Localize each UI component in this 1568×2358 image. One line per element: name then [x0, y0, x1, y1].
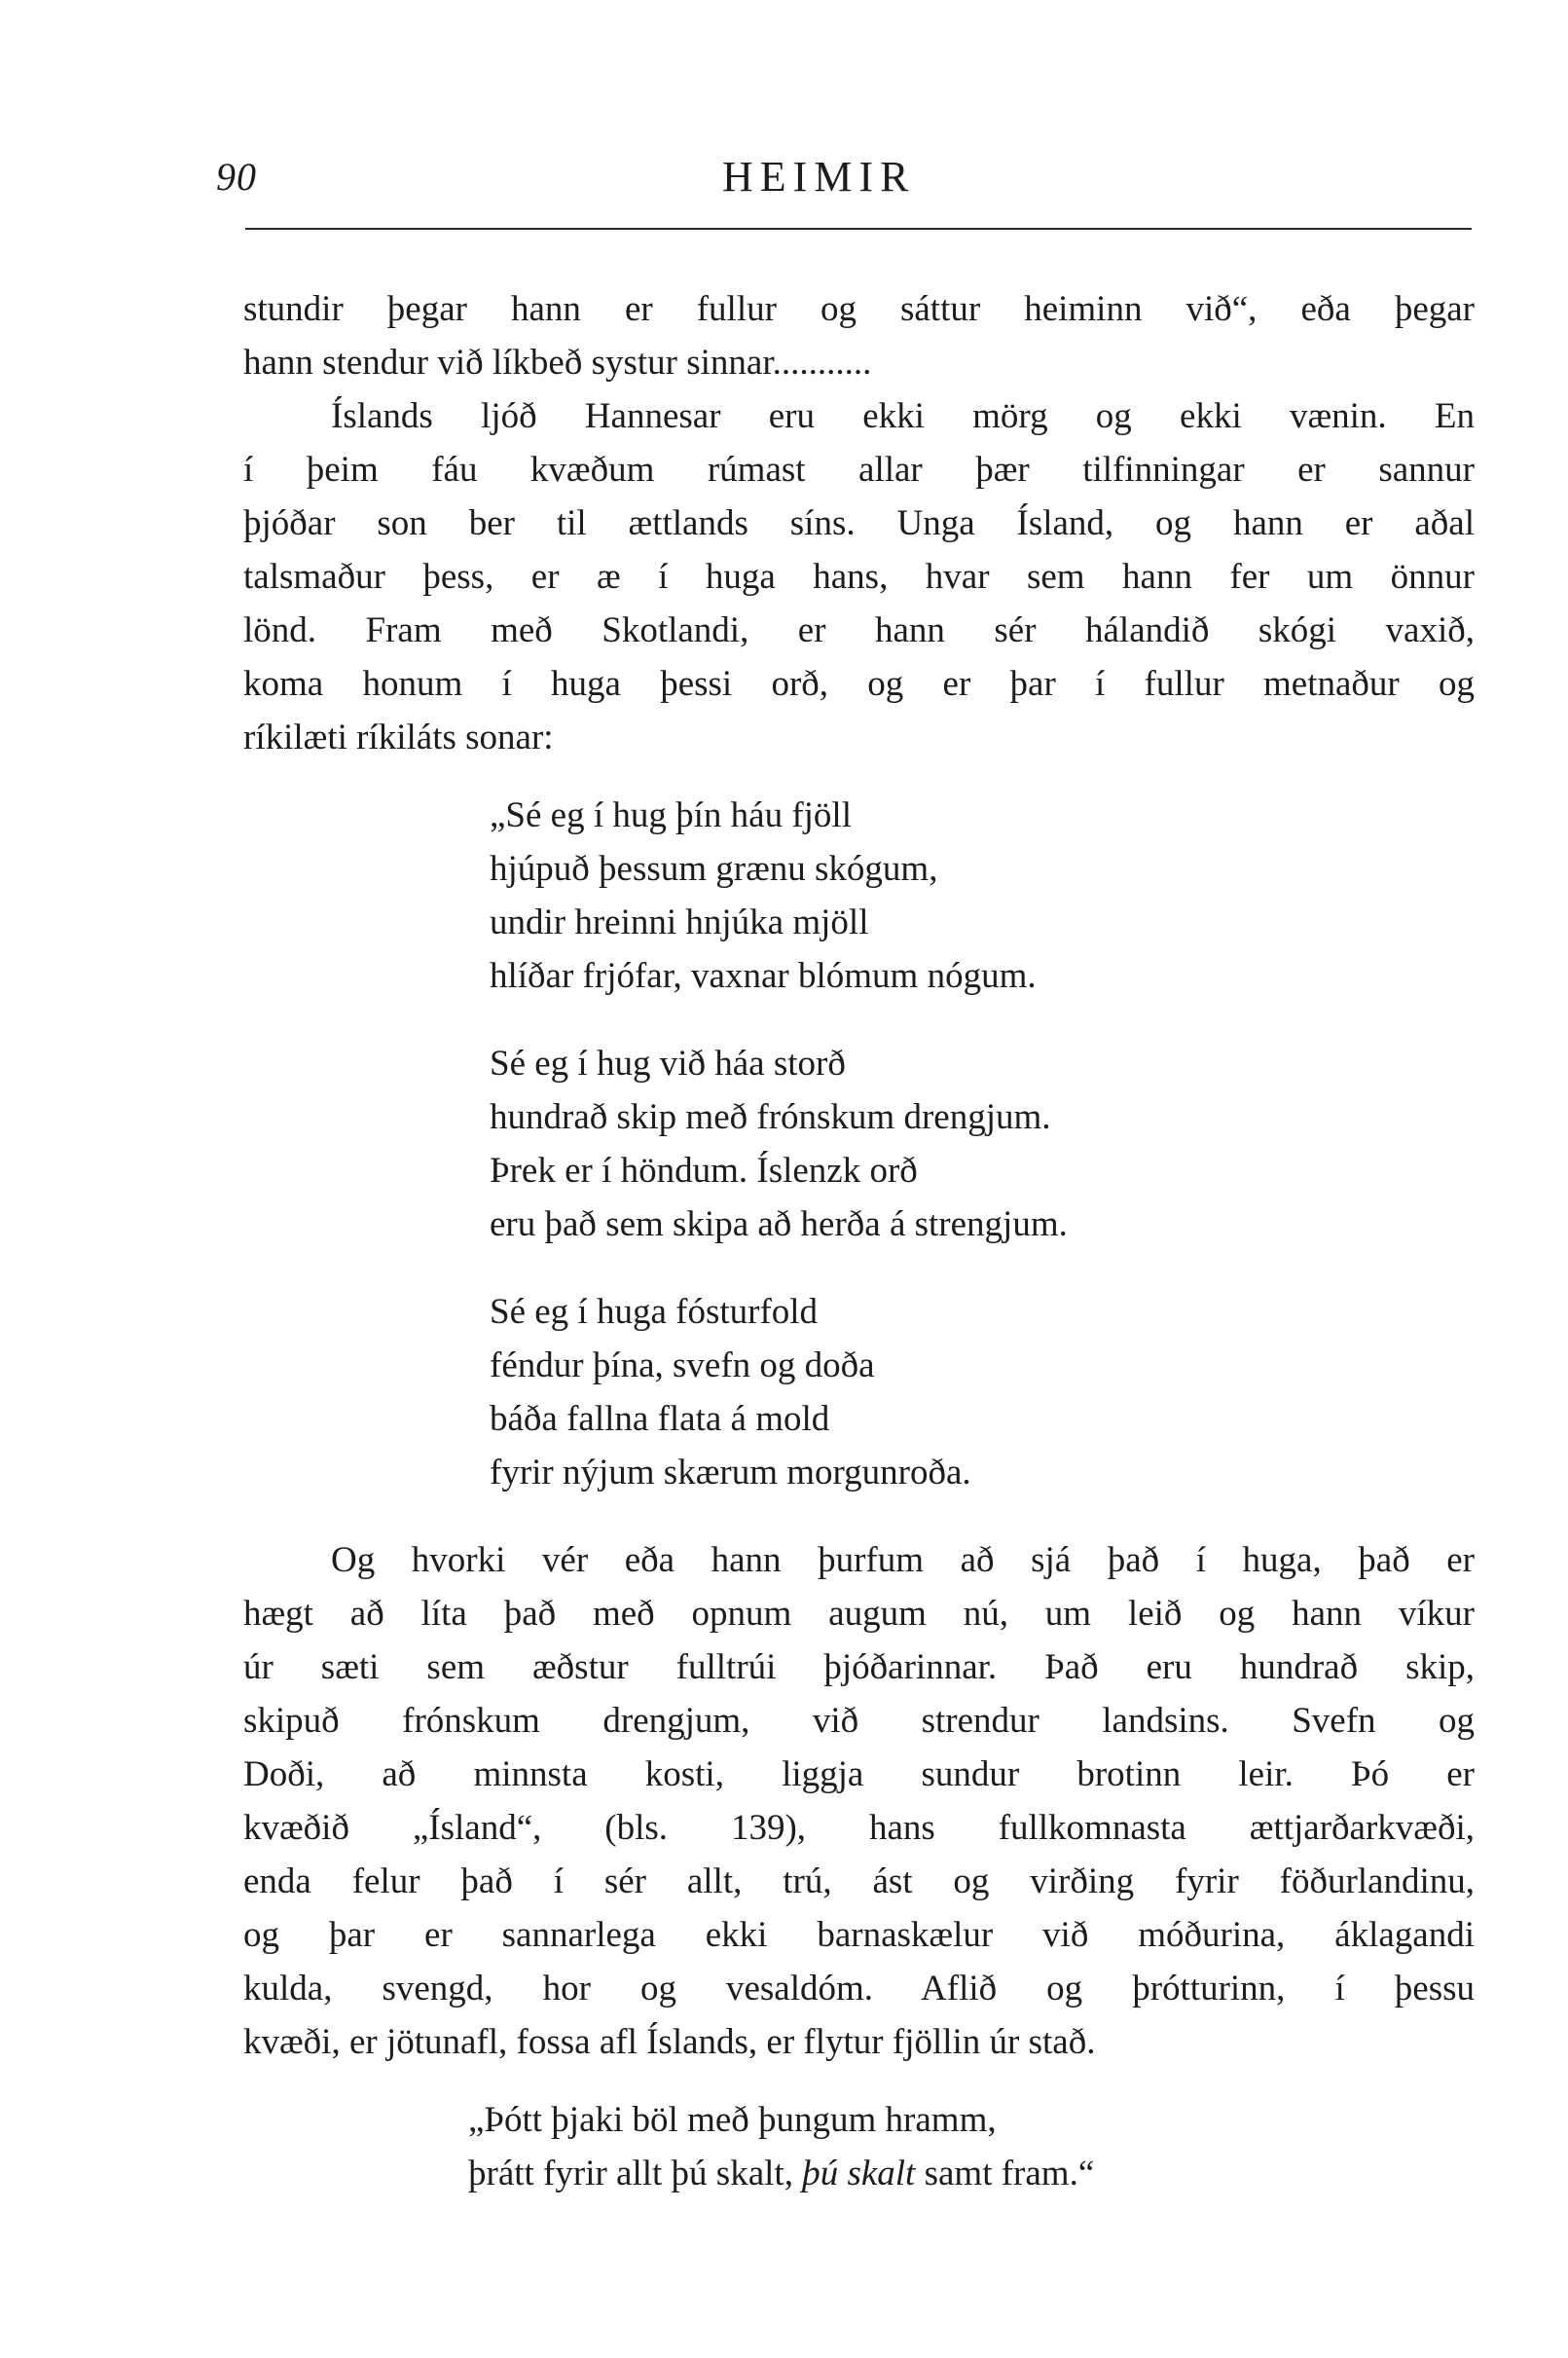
text-line: talsmaður þess, er æ í huga hans, hvar sem hann fer um önnur	[243, 557, 1475, 597]
verse-line: báða fallna flata á mold	[490, 1399, 830, 1439]
verse-line: hundrað skip með frónskum drengjum.	[490, 1097, 1051, 1137]
verse-line: „Sé eg í hug þín háu fjöll	[490, 795, 852, 835]
text-line: hann stendur við líkbeð systur sinnar...........	[243, 343, 872, 383]
verse-line	[468, 2149, 1094, 2199]
text-line: kvæði, er jötunafl, fossa afl Íslands, er flytur fjöllin úr stað.	[243, 2022, 1096, 2062]
text-line: kulda, svengd, hor og vesaldóm. Aflið og þrótturinn, í þessu	[243, 1969, 1475, 2008]
verse-line: fyrir nýjum skærum morgunroða.	[490, 1453, 971, 1492]
text-line: þjóðar son ber til ættlands síns. Unga Ísland, og hann er aðal	[243, 503, 1475, 543]
text-line: ríkilæti ríkiláts sonar:	[243, 718, 554, 757]
verse-line: hjúpuð þessum grænu skógum,	[490, 849, 938, 889]
text-line: Og hvorki vér eða hann þurfum að sjá það í huga, það er	[331, 1540, 1475, 1580]
verse-line: Sé eg í huga fósturfold	[490, 1292, 819, 1332]
text-line: skipuð frónskum drengjum, við strendur landsins. Svefn og	[243, 1701, 1475, 1741]
verse-line: eru það sem skipa að herða á strengjum.	[490, 1204, 1068, 1244]
verse-text: samt fram.“	[915, 2154, 1095, 2193]
verse-line: féndur þína, svefn og doða	[490, 1345, 875, 1385]
text-line: úr sæti sem æðstur fulltrúi þjóðarinnar. Það eru hundrað skip,	[243, 1647, 1475, 1687]
emphasized-text: þú skalt	[802, 2154, 916, 2193]
page-number: 90	[216, 155, 257, 199]
text-line: lönd. Fram með Skotlandi, er hann sér hálandið skógi vaxið,	[243, 610, 1475, 650]
verse-line: Sé eg í hug við háa storð	[490, 1044, 846, 1084]
text-line: Doði, að minnsta kosti, liggja sundur brotinn leir. Þó er	[243, 1754, 1475, 1794]
text-line: enda felur það í sér allt, trú, ást og virðing fyrir föðurlandinu,	[243, 1861, 1475, 1901]
text-line: kvæðið „Ísland“, (bls. 139), hans fullkomnasta ættjarðarkvæði,	[243, 1808, 1475, 1848]
verse-text: þrátt fyrir allt þú skalt,	[468, 2154, 803, 2193]
text-line: Íslands ljóð Hannesar eru ekki mörg og ekki vænin. En	[331, 396, 1475, 436]
header-rule	[245, 228, 1472, 230]
verse-line: hlíðar frjófar, vaxnar blómum nógum.	[490, 956, 1037, 996]
text-line: og þar er sannarlega ekki barnaskælur við móðurina, áklagandi	[243, 1915, 1475, 1955]
text-line: stundir þegar hann er fullur og sáttur heiminn við“, eða þegar	[243, 289, 1475, 329]
verse-line: Þrek er í höndum. Íslenzk orð	[490, 1151, 918, 1191]
verse-line: undir hreinni hnjúka mjöll	[490, 903, 869, 942]
page-header	[216, 146, 1472, 204]
text-line: í þeim fáu kvæðum rúmast allar þær tilfinningar er sannur	[243, 450, 1475, 490]
running-title: HEIMIR	[722, 153, 916, 201]
text-line: hægt að líta það með opnum augum nú, um leið og hann víkur	[243, 1594, 1475, 1634]
verse-line: „Þótt þjaki böl með þungum hramm,	[468, 2100, 997, 2140]
text-line: koma honum í huga þessi orð, og er þar í fullur metnaður og	[243, 664, 1475, 704]
